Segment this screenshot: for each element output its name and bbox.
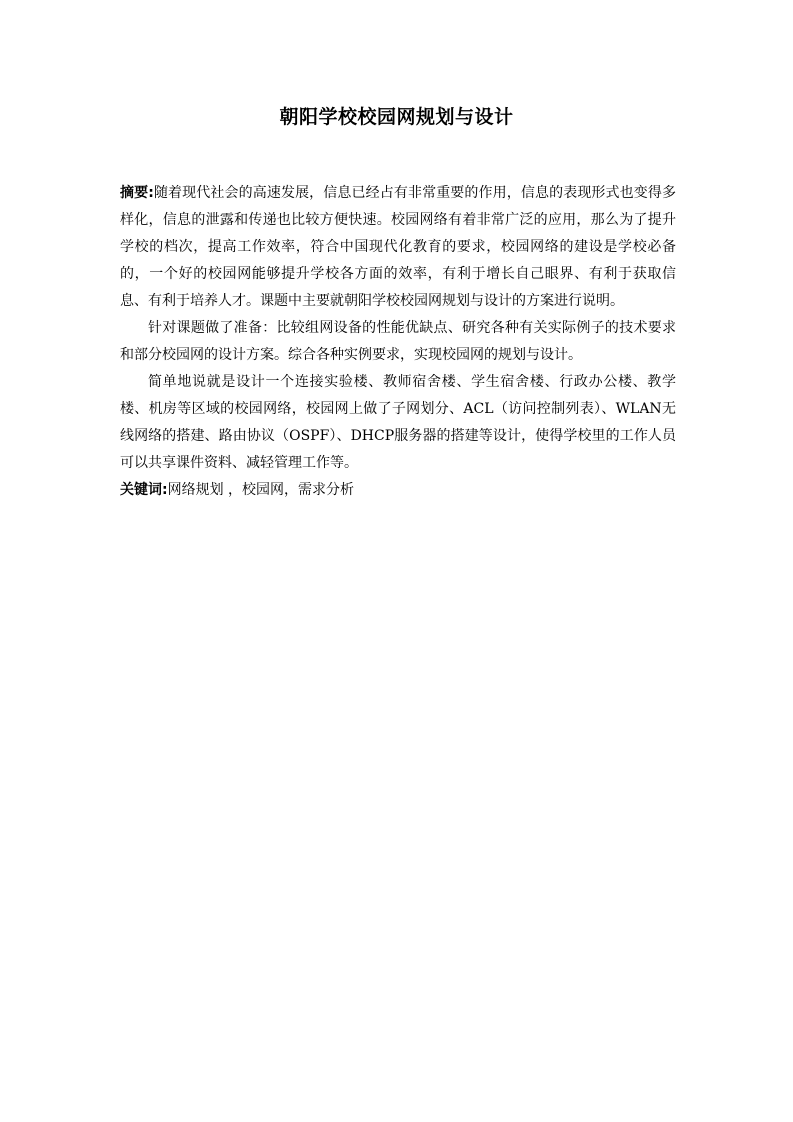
paragraph-design-summary: 简单地说就是设计一个连接实验楼、教师宿舍楼、学生宿舍楼、行政办公楼、教学楼、机房等区域的校园网络，校园网上做了子网划分、ACL（访问控制列表）、WLAN无线网络的搭建、路由协议（OSPF）、DHCP服务器的搭建等设计，使得学校里的工作人员可以共享课件资料、减轻管理工作等。	[120, 374, 676, 471]
abstract-paragraph	[120, 180, 676, 315]
abstract-text: 随着现代社会的高速发展，信息已经占有非常重要的作用，信息的表现形式也变得多样化，信息的泄露和传递也比较方便快速。校园网络有着非常广泛的应用，那么为了提升学校的档次，提高工作效率，符合中国现代化教育的要求，校园网络的建设是学校必备的，一个好的校园网能够提升学校各方面的效率，有利于增长自己眼界、有利于获取信息、有利于培养人才。课题中主要就朝阳学校校园网规划与设计的方案进行说明。	[120, 185, 676, 309]
abstract-label: 摘要:	[120, 185, 154, 201]
paragraph-preparation: 针对课题做了准备：比较组网设备的性能优缺点、研究各种有关实际例子的技术要求和部分校园网的设计方案。综合各种实例要求，实现校园网的规划与设计。	[120, 320, 676, 363]
keywords-text: 网络规划 ，校园网，需求分析	[167, 482, 355, 498]
document-body	[120, 180, 676, 504]
keywords-paragraph	[120, 477, 676, 504]
document-title: 朝阳学校校园网规划与设计	[279, 106, 514, 128]
keywords-label: 关键词:	[120, 482, 168, 498]
